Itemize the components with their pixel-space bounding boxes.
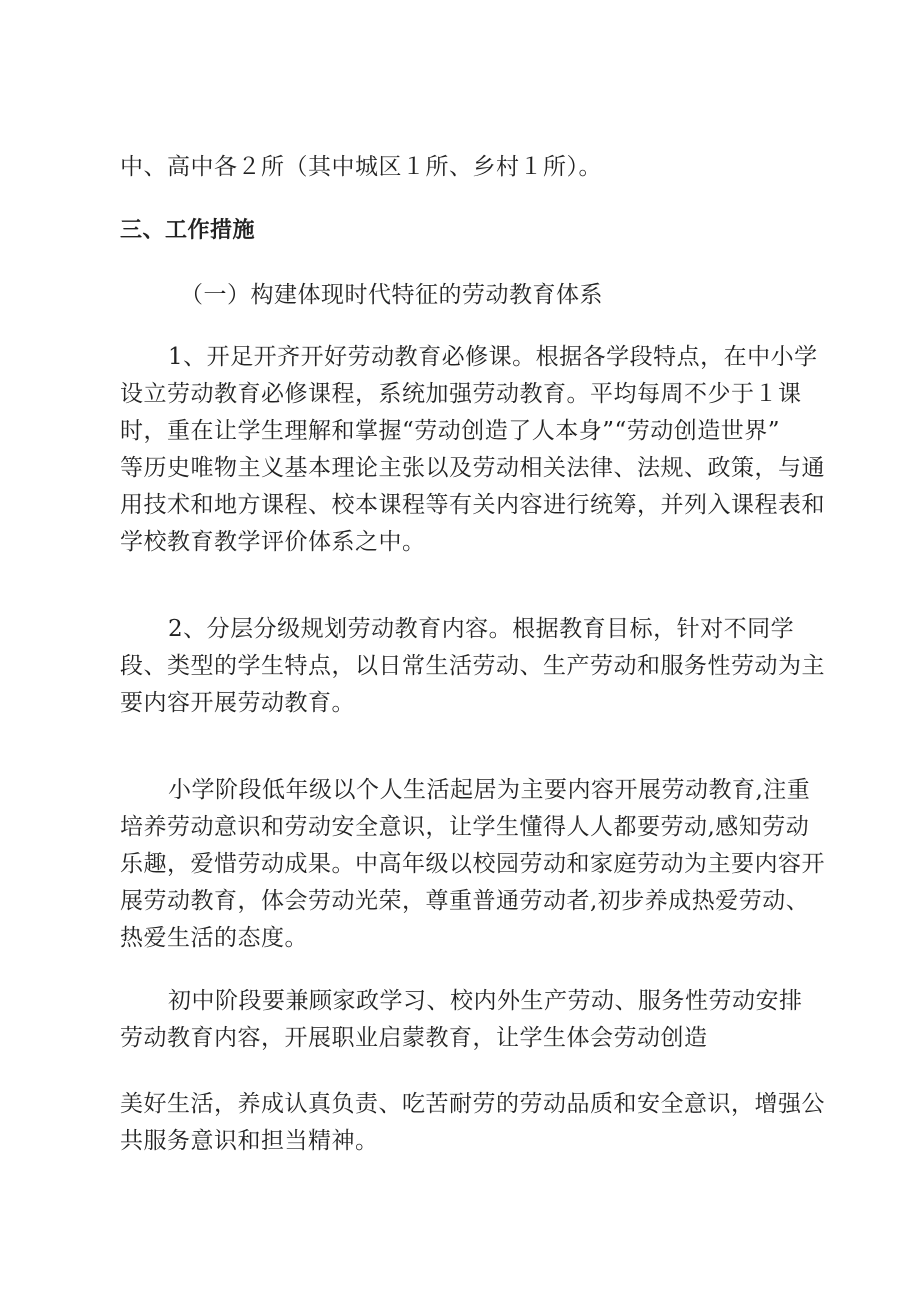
paragraph-line: 热爱生活的态度。	[120, 925, 308, 951]
paragraph-line: 展劳动教育，体会劳动光荣，尊重普通劳动者,初步养成热爱劳动、	[120, 888, 810, 914]
paragraph-line: 培养劳动意识和劳动安全意识，让学生懂得人人都要劳动,感知劳动	[120, 814, 810, 840]
paragraph-line: 学校教育教学评价体系之中。	[120, 529, 426, 555]
subsection-heading: （一）构建体现时代特征的劳动教育体系	[180, 282, 603, 308]
paragraph-line: 段、类型的学生特点，以日常生活劳动、生产劳动和服务性劳动为主	[120, 653, 825, 679]
paragraph-line: 2、分层分级规划劳动教育内容。根据教育目标，针对不同学	[168, 616, 795, 642]
paragraph-line: 小学阶段低年级以个人生活起居为主要内容开展劳动教育,注重	[168, 777, 811, 803]
section-heading: 三、工作措施	[120, 218, 256, 243]
paragraph-line: 设立劳动教育必修课程，系统加强劳动教育。平均每周不少于１课	[120, 381, 802, 407]
paragraph-line: 要内容开展劳动教育。	[120, 690, 355, 716]
paragraph-line: 用技术和地方课程、校本课程等有关内容进行统筹，并列入课程表和	[120, 492, 825, 518]
intro-tail-line: 中、高中各２所（其中城区１所、乡村１所）。	[120, 154, 602, 180]
paragraph-line: 劳动教育内容，开展职业启蒙教育，让学生体会劳动创造	[120, 1025, 708, 1051]
paragraph-line: 共服务意识和担当精神。	[120, 1128, 379, 1154]
paragraph-line: 乐趣，爱惜劳动成果。中高年级以校园劳动和家庭劳动为主要内容开	[120, 851, 825, 877]
paragraph-line: 美好生活，养成认真负责、吃苦耐劳的劳动品质和安全意识，增强公	[120, 1091, 825, 1117]
paragraph-line: 初中阶段要兼顾家政学习、校内外生产劳动、服务性劳动安排	[168, 988, 803, 1014]
paragraph-line: 等历史唯物主义基本理论主张以及劳动相关法律、法规、政策，与通	[120, 455, 825, 481]
paragraph-line: 时，重在让学生理解和掌握“劳动创造了人本身”“劳动创造世界”	[120, 418, 781, 444]
paragraph-line: 1、开足开齐开好劳动教育必修课。根据各学段特点，在中小学	[168, 344, 818, 370]
